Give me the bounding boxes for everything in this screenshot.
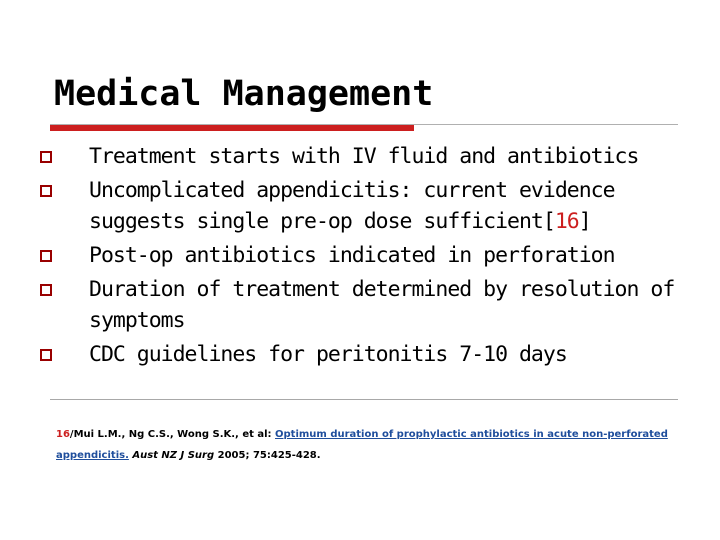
bullet-item xyxy=(38,175,698,237)
bullet-list xyxy=(38,141,698,373)
bullet-text: Treatment starts with IV fluid and antibiotics xyxy=(89,144,639,169)
title-accent-bar xyxy=(50,125,414,131)
square-bullet-icon xyxy=(40,349,52,361)
bullet-text: Duration of treatment determined by resolution of symptoms xyxy=(89,277,675,333)
bullet-item xyxy=(38,274,698,336)
reference-article-link[interactable]: Optimum duration of prophylactic antibiotics in acute non-perforated appendicitis. xyxy=(56,429,668,461)
square-bullet-icon xyxy=(40,185,52,197)
reference-journal: Aust NZ J Surg xyxy=(128,450,215,461)
reference-divider xyxy=(50,399,678,400)
slide-title: Medical Management xyxy=(54,74,434,114)
reference-number: 16 xyxy=(56,429,70,440)
reference-authors: /Mui L.M., Ng C.S., Wong S.K., et al: xyxy=(69,429,276,440)
reference-footnote xyxy=(56,424,676,466)
square-bullet-icon xyxy=(40,151,52,163)
bullet-item xyxy=(38,240,698,271)
reference-details: 2005; 75:425-428. xyxy=(214,450,321,461)
citation-bracket: ] xyxy=(578,209,591,234)
bullet-text: Uncomplicated appendicitis: current evidence suggests single pre-op dose sufficient[ xyxy=(89,178,615,234)
square-bullet-icon xyxy=(40,284,52,296)
citation-number[interactable]: 16 xyxy=(554,209,579,234)
square-bullet-icon xyxy=(40,250,52,262)
bullet-text: Post-op antibiotics indicated in perforation xyxy=(89,243,615,268)
bullet-item xyxy=(38,339,698,370)
bullet-item xyxy=(38,141,698,172)
bullet-text: CDC guidelines for peritonitis 7-10 days xyxy=(89,342,567,367)
